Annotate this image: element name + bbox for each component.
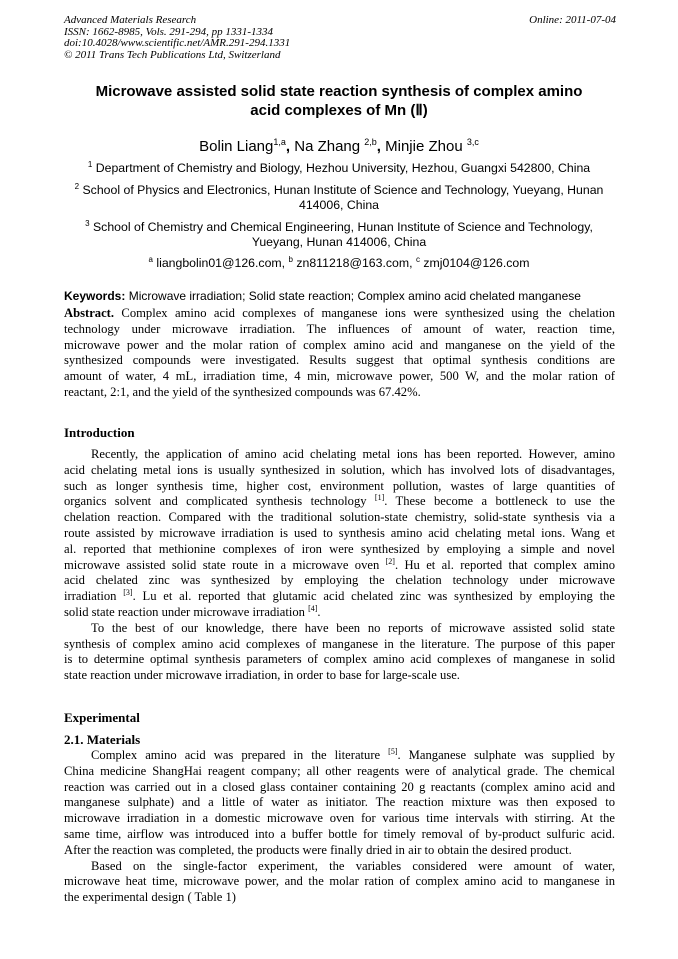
citation[interactable]: [2] [385,556,395,566]
subsection-heading-materials: 2.1. Materials [64,732,141,747]
affiliation-2: $^2$ School of Physics and Electronics, Hunan Institute of Science and Technology, Yueyang, Hunan 414006, China [74,182,604,212]
author-sup: 3,c [466,137,479,147]
copyright-line: © 2011 Trans Tech Publications Ltd, Switzerland [64,48,281,61]
citation[interactable]: [1] [374,493,385,503]
paper-title [64,82,614,120]
journal-name: Advanced Materials Research [64,14,197,26]
abstract: Abstract. Complex amino acid complexes of manganese ions were synthesized using the chelation technology under microwave irradiation. The influences of amount of water, reaction time, microwave power and the molar ration of complex amino acid and manganese on the yield of the synthesized compounds were investigated. Results suggest that optimal synthesis conditions are amount of water, 4 mL, irradiation time, 4 min, microwave power, 500 W, and the molar ration of reactant, 2:1, and the yield of the synthesized compounds was 67.42%. [64,306,615,399]
experimental-text: Complex amino acid was prepared in the literature [5]. Manganese sulphate was supplied by China medicine ShangHai reagent company; all other reagents were of analytical grade. The chemical reaction was carried out in a closed glass container containing 20 g reactants (complex amino acid and manganese sulphate) and a little of water as initiator. The reaction mixture was then exposed to microwave irradiation in a domestic microwave oven for various time intervals with stirring. At the same time, airflow was introduced into a buffer bottle for timely removal of by-product sulfuric acid. After the reaction was completed, the products were finally dried in air to obtain the desired product. Based on the single-factor experiment, the variables considered were amount of water, microwave heat time, microwave power, and the molar ration of complex amino acid to manganese in the experimental design ( Table 1) [64,747,615,905]
keywords: Keywords: Microwave irradiation; Solid state reaction; Complex amino acid chelated manganese [64,289,581,303]
author-emails: $^a$ liangbolin01@126.com, $^b$ zn811218@163.com, $^c$ zmj0104@126.com [148,255,530,270]
title-line-1: Microwave assisted solid state reaction synthesis of complex amino [95,83,583,100]
issn-line: ISSN: 1662-8985, Vols. 291-294, pp 1331-1334 [64,25,273,38]
doi-line: doi:10.4028/www.scientific.net/AMR.291-294.1331 [64,37,291,49]
section-heading-experimental: Experimental [64,710,140,725]
abstract-label: Abstract. [64,306,115,320]
author-sup: 1,a [273,137,286,147]
author-name: Na Zhang [294,138,365,155]
title-line-2: acid complexes of Mn (Ⅱ) [250,102,428,119]
journal-header [64,15,616,61]
online-date: Online: 2011-07-04 [529,14,616,26]
email-link[interactable]: liangbolin01@126.com, [156,256,286,270]
email-link[interactable]: zn811218@163.com, [296,256,413,270]
author-sup: 2,b [364,137,377,147]
author-name: Bolin Liang [199,138,274,155]
affiliation-1: $^1$ Department of Chemistry and Biology, Hezhou University, Hezhou, Guangxi 542800, China [87,160,591,175]
citation[interactable]: [4] [308,603,318,613]
section-heading-introduction: Introduction [64,425,135,440]
email-link[interactable]: zmj0104@126.com [423,256,530,270]
citation[interactable]: [3] [123,588,133,598]
citation[interactable]: [5] [388,747,398,756]
introduction-text: Recently, the application of amino acid chelating metal ions has been reported. However, amino acid chelating metal ions is usually synthesized in solution, which has involved lots of disadvantages, such as longer synthesis time, higher cost, environment pollution, wastes of large quantities of organics solvent and complicated synthesis technology [1]. These become a bottleneck to use the chelation reaction. Compared with the traditional solution-state chemistry, solid-state synthesis via a route assisted by microwave irradiation is used to synthesis amino acid chelating metal ions. Wang et al. reported that methionine complexes of iron were synthesized by employing a simple and novel microwave assisted solid state route in a microwave oven [2]. Hu et al. reported that complex amino acid chelated zinc was synthesized by employing the chelation technology under microwave irradiation [3]. Lu et al. reported that glutamic acid chelated zinc was synthesized by employing the solid state reaction under microwave irradiation [4]. To the best of our knowledge, there have been no reports of microwave assisted solid state synthesis of complex amino acid complexes of manganese in the literature. The purpose of this paper is to determine optimal synthesis parameters of complex amino acid complexes of manganese in solid state reaction under microwave irradiation, in order to base for large-scale use. [64,447,615,683]
affiliation-3: $^3$ School of Chemistry and Chemical Engineering, Hunan Institute of Science and Technology, Yueyang, Hunan 414006, China [85,219,593,249]
author-name: Minjie Zhou [385,138,467,155]
author-list: Bolin Liang$^{1,a}$, Na Zhang $^{2,b}$, Minjie Zhou $^{3,c}$ [199,137,479,155]
